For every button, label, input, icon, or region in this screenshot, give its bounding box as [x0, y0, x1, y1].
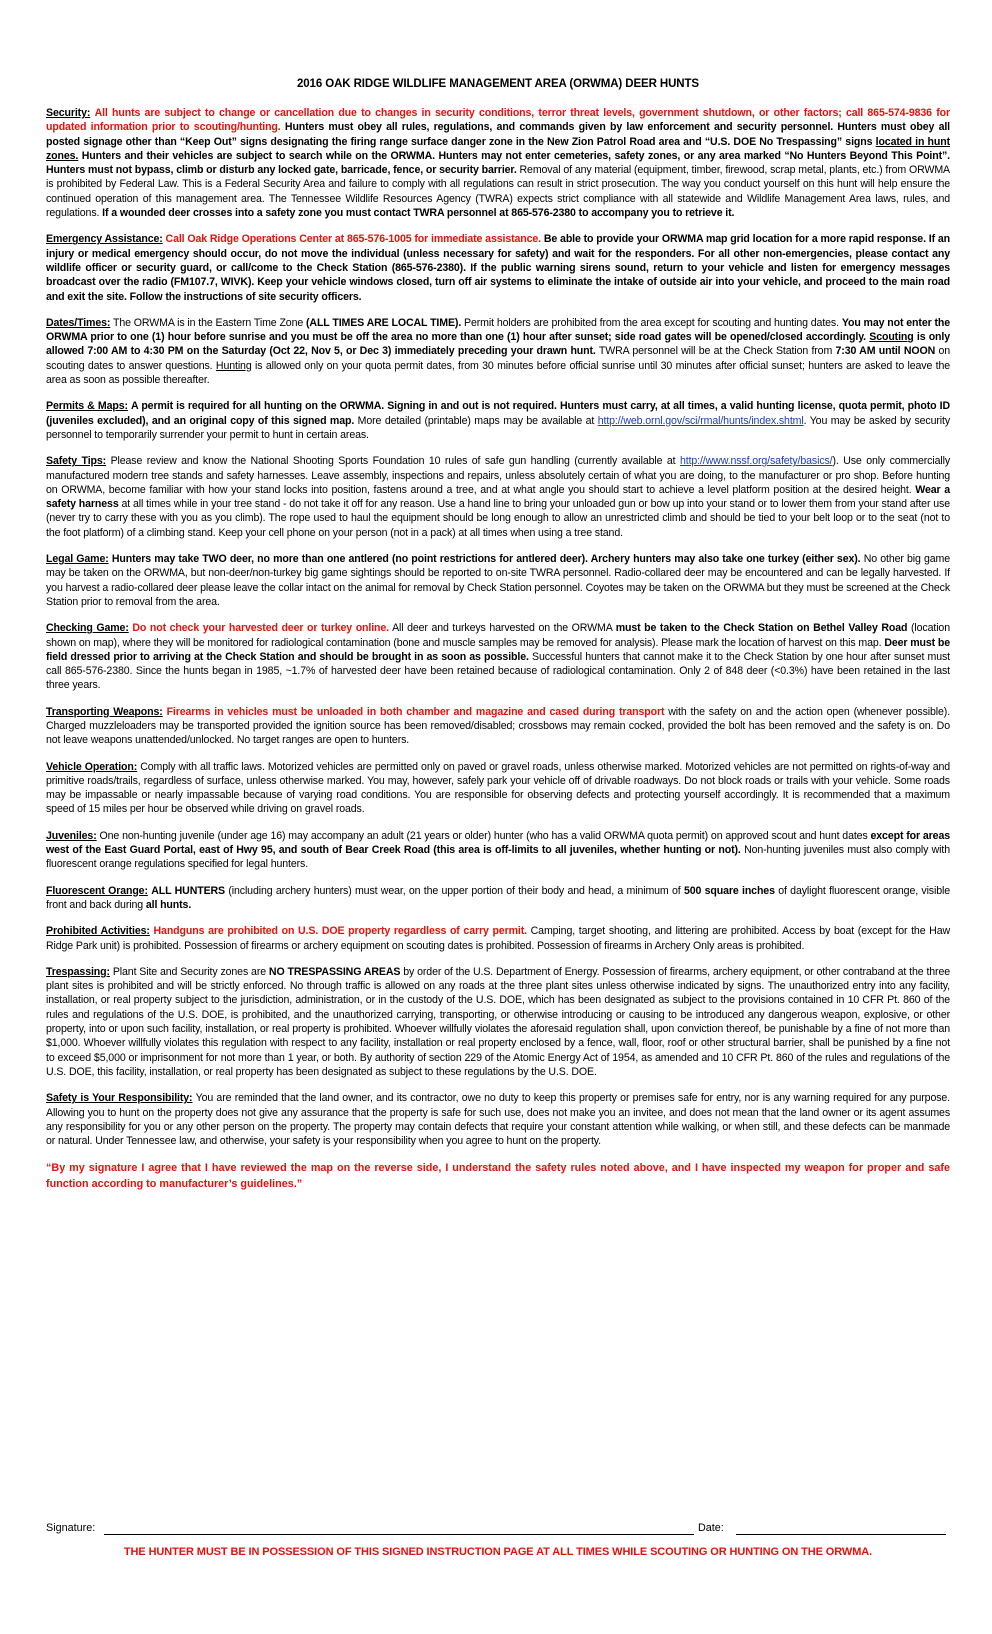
- transporting-section: [46, 705, 950, 748]
- signature-agreement: “By my signature I agree that I have reviewed the map on the reverse side, I understand the safety rules noted above, and I have inspected my weapon for proper and safe function according to manufacturer’s guidelines.”: [46, 1162, 950, 1191]
- dates-heading: Dates/Times:: [46, 316, 111, 329]
- orange-square-inches: 500 square inches: [683, 884, 775, 897]
- security-rules-bold: Hunters must obey all rules, regulations, and commands given by law enforcement and security personnel. Hunters must obey all posted signage other than “Keep Out” signs designating the firing range surface danger zone in the New Zion Patrol Road area and “U.S. DOE No Trespassing” signs: [46, 121, 950, 148]
- responsibility-text: You are reminded that the land owner, and its contractor, owe no duty to keep this property or premises safe for entry, nor is any warning required for any purpose. Allowing you to hunt on the property does not give any assurance that the property is safe for such use, does not make you an invitee, and does not mean that the land owner or its agent assumes any responsibility for you or any other person on the property. The property may contain defects that require your constant attention while walking, or when still, and these defects can be manmade or natural. Under Tennessee law, and otherwise, your safety is your responsibility when you agree to hunt on the property.: [46, 1092, 950, 1148]
- checking-game-heading: Checking Game:: [46, 622, 129, 635]
- transporting-warning: Firearms in vehicles must be unloaded in both chamber and magazine and cased during transport: [166, 705, 665, 718]
- dates-text-1: The ORWMA is in the Eastern Time Zone: [113, 316, 304, 329]
- date-label: Date:: [698, 1522, 724, 1534]
- checking-game-warning: Do not check your harvested deer or turkey online.: [132, 622, 389, 635]
- legal-game-heading: Legal Game:: [46, 553, 109, 566]
- dates-text-5: is allowed only on your quota permit dates, from 30 minutes before official sunrise until 30 minutes after official sunset; hunters are asked to leave the area as soon as possible thereafter.: [46, 359, 951, 387]
- checking-game-text-2: (location shown on map), where they will be monitored for radiological contamination (bone and muscle samples may be removed for analysis). Please mark the location of harvest on this map.: [46, 622, 950, 649]
- legal-game-text: No other big game may be taken on the ORWMA, but non-deer/non-turkey big game sightings should be reported to on-site TWRA personnel. Radio-collared deer may be encountered and can be legally harvested. If you harvest a radio-collared deer please leave the collar intact on the animal for removal by Check Station personnel. Coyotes may be taken on the ORWMA but they must be screened at the Check Station prior to removal from the area.: [46, 553, 950, 608]
- no-trespassing-areas: NO TRESPASSING AREAS: [268, 965, 401, 978]
- permits-heading: Permits & Maps:: [46, 400, 128, 413]
- safety-tips-section: [46, 454, 950, 540]
- safety-tips-text-2: ). Use only commercially manufactured modern tree stands and safety harnesses. Leave assembly, inspections and repairs, unless absolutely certain of what you are doing, to the manufacturer or pro shop. Before hunting on ORWMA, become familiar with how your stand locks into position, fastens around a tree, and at what angle you should start to achieve a level platform position at the desired height.: [46, 455, 950, 496]
- transporting-heading: Transporting Weapons:: [46, 705, 163, 718]
- juveniles-section: [46, 829, 950, 872]
- responsibility-heading: Safety is Your Responsibility:: [46, 1092, 193, 1105]
- prohibited-heading: Prohibited Activities:: [46, 925, 150, 938]
- dates-hunting: Hunting: [215, 359, 252, 372]
- emergency-text: Be able to provide your ORWMA map grid location for a more rapid response. If an injury or medical emergency should occur, do not move the individual (unless necessary for safety) and wait for the responders. For all other non-emergencies, please contact any wildlife officer or security guard, or call/come to the Check Station (865-576-2380). If the public warning sirens sound, return to your vehicle and listen for emergency messages broadcast over the radio (FM107.7, WIVK). Keep your vehicle windows closed, turn off air systems to eliminate the intake of outside air into your vehicle, and proceed to the main road and exit the site. Follow the instructions of site security officers.: [46, 233, 950, 303]
- checking-game-section: [46, 621, 950, 692]
- dates-local-time: (ALL TIMES ARE LOCAL TIME).: [306, 316, 462, 329]
- emergency-call: Call Oak Ridge Operations Center at 865-576-1005 for immediate assistance.: [165, 233, 541, 246]
- permits-text-1: More detailed (printable) maps may be available at: [357, 414, 595, 427]
- safety-harness: Wear a safety harness: [46, 483, 950, 511]
- prohibited-text: Camping, target shooting, and littering are prohibited. Access by boat (except for the Haw Ridge Park unit) is prohibited. Possession of firearms or archery equipment on scouting dates is prohibited. Possession of firearms in Archery Only areas is prohibited.: [46, 925, 951, 952]
- safety-tips-text-1: Please review and know the National Shooting Sports Foundation 10 rules of safe gun handling (currently available at: [110, 455, 676, 468]
- dates-section: [46, 316, 950, 387]
- vehicle-text: Comply with all traffic laws. Motorized vehicles are permitted only on paved or gravel roads, unless otherwise marked. Motorized vehicles are not permitted on rights-of-way and primitive roads/trails, regardless of surface, unless otherwise marked. You may, however, safely park your vehicle off of drivable roadways. Do not block roads or trails with your vehicle. Some roads may be impassable or nearly impassable because of varying road conditions. You are responsible for observing defects and protecting yourself accordingly. It is recommended that a maximum speed of 15 miles per hour be observed while driving on gravel roads.: [46, 760, 951, 816]
- field-dressed: Deer must be field dressed prior to arriving at the Check Station and should be brought in as soon as possible.: [46, 636, 950, 663]
- trespassing-heading: Trespassing:: [46, 965, 110, 978]
- prohibited-section: [46, 924, 950, 953]
- security-search-bold: Hunters and their vehicles are subject to search while on the ORWMA. Hunters may not enter cemeteries, safety zones, or any area marked “No Hunters Beyond This Point”. Hunters must not bypass, climb or disturb any locked gate, barricade, fence, or security barrier.: [46, 149, 950, 177]
- document-title: 2016 OAK RIDGE WILDLIFE MANAGEMENT AREA (ORWMA) DEER HUNTS: [296, 78, 700, 90]
- transporting-text: with the safety on and the action open (whenever possible). Charged muzzleloaders may be transported provided the ignition source has been removed/disabled; crossbows may remain cocked, provided the bolt has been removed and the safety is on. Do not leave weapons unattended/unlocked. No target ranges are open to hunters.: [46, 705, 951, 747]
- dates-scouting-times: is only allowed 7:00 AM to 4:30 PM on the Saturday (Oct 22, Nov 5, or Dec 3) immediately preceding your drawn hunt.: [46, 331, 951, 358]
- orange-section: [46, 884, 950, 913]
- trespassing-text-2: by order of the U.S. Department of Energy. Possession of firearms, archery equipment, or other contraband at the three plant sites is prohibited and will be strictly enforced. No through traffic is allowed on any roads at the three plant sites unless otherwise indicated by signs. The unauthorized entry into any facility, installation, or real property subject to the jurisdiction, administration, or in the custody of the U.S. DOE, which has been designated as subject to the provisions contained in 10 CFR Pt. 860 of the rules and regulations of the U.S. DOE, is prohibited, and the unauthorized carrying, transporting, or otherwise introducing or causing to be introduced any dangerous weapon, explosive, or other property, into or upon such facility, installation, or real property is prohibited. Whoever willfully violates the aforesaid regulation shall, upon conviction thereof, be punishable by a fine of not more than $1,000. Whoever willfully violates this regulation with respect to any facility, installation or real property enclosed by a fence, wall, floor, roof or other structural barrier, shall be punished by a fine not to exceed $5,000 or imprisonment for not more than 1 year, or both. By authority of section 229 of the Atomic Energy Act of 1954, as amended and 10 CFR Pt. 860 of the rules and regulations of the U.S. DOE, this facility, installation, or real property has been designated as subject to these regulations by the U.S. DOE.: [46, 965, 950, 1078]
- signature-row: [46, 1518, 950, 1538]
- checking-game-text-1: All deer and turkeys harvested on the ORWMA: [392, 622, 613, 635]
- orange-text-2: of daylight fluorescent orange, visible front and back during: [46, 884, 950, 911]
- dates-entry-rules: You may not enter the ORWMA prior to one (1) hour before sunrise and you must be off the area no more than one (1) hour after sunset; side road gates will be opened/closed accordingly.: [46, 316, 951, 344]
- document-page: [46, 78, 950, 1192]
- juveniles-text-2: Non-hunting juveniles must also comply with fluorescent orange regulations specified for legal hunters.: [46, 844, 951, 871]
- security-warning: All hunts are subject to change or cancellation due to changes in security conditions, terror threat levels, government shutdown, or other factors; call 865-574-9836 for updated information prior to scouting/hunting.: [46, 107, 950, 134]
- orange-all-hunts: all hunts.: [145, 898, 192, 911]
- safety-tips-text-3: at all times while in your tree stand - do not take it off for any reason. Use a hand line to bring your unloaded gun or bow up into your stand or to lower them from your stand after use (never try to carry these with you as you climb). The rope used to haul the equipment should be long enough to allow an unrestricted climb and should be tied to your belt loop or to the seat (not to the foot platform) of a climbing stand. Keep your cell phone on your person (not in a pack) at all times when using a tree stand.: [46, 498, 950, 539]
- emergency-section: [46, 232, 950, 303]
- prohibited-handguns: Handguns are prohibited on U.S. DOE property regardless of carry permit.: [153, 925, 527, 938]
- footer-notice: THE HUNTER MUST BE IN POSSESSION OF THIS SIGNED INSTRUCTION PAGE AT ALL TIMES WHILE SCOUTING OR HUNTING ON THE ORWMA.: [123, 1546, 873, 1558]
- juveniles-restriction: except for areas west of the East Guard Portal, east of Hwy 95, and south of Bear Creek Road (this area is off-limits to all juveniles, whether hunting or not).: [46, 829, 950, 857]
- safety-tips-heading: Safety Tips:: [46, 455, 107, 468]
- orange-text-1: (including archery hunters) must wear, on the upper portion of their body and head, a minimum of: [228, 884, 681, 897]
- checking-station: must be taken to the Check Station on Bethel Valley Road: [615, 622, 908, 635]
- checking-game-text-3: Successful hunters that cannot make it to the Check Station by one hour after sunset must call 865-576-2380. Since the hunts began in 1985, ~1.7% of harvested deer have been retained because of radiological contamination. Only 2 of 848 deer (<0.3%) have been retained in the last three years.: [46, 650, 951, 692]
- vehicle-heading: Vehicle Operation:: [46, 760, 138, 773]
- trespassing-section: [46, 965, 950, 1079]
- dates-noon: 7:30 AM until NOON: [835, 345, 936, 358]
- signature-line[interactable]: [104, 1534, 694, 1535]
- dates-text-2: Permit holders are prohibited from the area except for scouting and hunting dates.: [464, 316, 839, 329]
- permits-text-2: . You may be asked by security personnel to temporarily surrender your permit to hunt in certain areas.: [46, 414, 950, 441]
- nssf-link[interactable]: http://www.nssf.org/safety/basics/: [679, 455, 833, 468]
- juveniles-text-1: One non-hunting juvenile (under age 16) may accompany an adult (21 years or older) hunter (who has a valid ORWMA quota permit) on approved scout and hunt dates: [99, 829, 868, 842]
- date-line[interactable]: [736, 1534, 946, 1535]
- security-hunt-zones: located in hunt zones.: [46, 135, 950, 162]
- dates-scouting: Scouting: [869, 331, 914, 344]
- security-heading: Security:: [46, 107, 91, 119]
- permits-section: [46, 399, 950, 442]
- dates-text-4: on scouting dates to answer questions.: [46, 345, 951, 372]
- legal-game-section: [46, 552, 950, 609]
- vehicle-section: [46, 760, 950, 817]
- responsibility-section: [46, 1091, 950, 1148]
- trespassing-text-1: Plant Site and Security zones are: [112, 965, 266, 978]
- legal-game-limits: Hunters may take TWO deer, no more than one antlered (no point restrictions for antlered deer). Archery hunters may also take one turkey (either sex).: [111, 553, 861, 566]
- juveniles-heading: Juveniles:: [46, 829, 97, 842]
- emergency-heading: Emergency Assistance:: [46, 233, 163, 246]
- dates-text-3: TWRA personnel will be at the Check Station from: [598, 345, 833, 358]
- permits-maps-link[interactable]: http://web.ornl.gov/sci/rmal/hunts/index.shtml: [597, 414, 804, 427]
- orange-all-hunters: ALL HUNTERS: [151, 884, 225, 897]
- security-section: [46, 106, 950, 220]
- security-wounded-deer: If a wounded deer crosses into a safety zone you must contact TWRA personnel at 865-576-2380 to accompany you to retrieve it.: [102, 207, 735, 220]
- permits-required: A permit is required for all hunting on the ORWMA. Signing in and out is not required. Hunters must carry, at all times, a valid hunting license, quota permit, photo ID (juveniles excluded), and an original copy of this signed map.: [46, 400, 950, 427]
- orange-heading: Fluorescent Orange:: [46, 884, 148, 897]
- security-text: Removal of any material (equipment, timber, firewood, scrap metal, plants, etc.) from ORWMA is prohibited by Federal Law. This is a Federal Security Area and failure to comply with all regulations can result in strict prosecution. The way you conduct yourself on this hunt will help ensure the continued operation of this management area. The Tennessee Wildlife Resources Agency (TWRA) expects strict compliance with all statewide and Wildlife Management Area laws, rules, and regulations.: [46, 164, 951, 220]
- signature-label: Signature:: [46, 1522, 96, 1534]
